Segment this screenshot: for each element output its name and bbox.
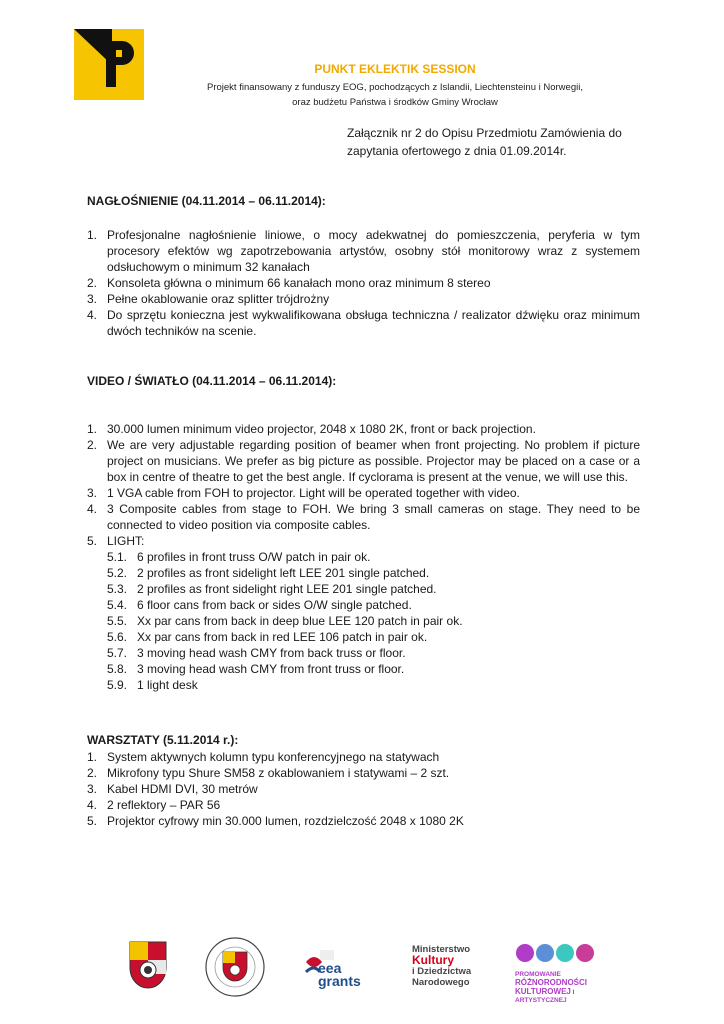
list-item: 4. Do sprzętu konieczna jest wykwalifikowana obsługa techniczna / realizator dźwięku oraz minimum dwóch techników na scenie. — [87, 308, 640, 338]
punkt-logo — [74, 29, 144, 100]
workshops-list-wrap — [87, 749, 640, 829]
promo-line-2: RÓŻNORODNOŚCI — [515, 978, 587, 987]
eea-text: eea — [318, 960, 342, 976]
ministry-line-4: Narodowego — [412, 977, 470, 988]
ministry-logo — [412, 944, 482, 994]
list-item: 3. Pełne okablowanie oraz splitter trójdrożny — [87, 292, 330, 306]
list-item: 5.6. Xx par cans from back in red LEE 106 patch in pair ok. — [107, 630, 428, 644]
list-item: 5. Projektor cyfrowy min 30.000 lumen, rozdzielczość 2048 x 1080 2K — [87, 814, 464, 828]
promo-icons — [515, 942, 597, 964]
grants-text: grants — [318, 973, 361, 989]
ministry-line-1: Ministerstwo — [412, 944, 471, 955]
list-item: 4. 3 Composite cables from stage to FOH. We bring 3 small cameras on stage. They need to be connected to video position via composite cables. — [87, 502, 640, 532]
video-heading: VIDEO / ŚWIATŁO (04.11.2014 – 06.11.2014): — [87, 374, 337, 388]
eea-grants-logo — [302, 944, 366, 994]
municipal-seal-icon — [203, 936, 267, 998]
list-item: 5.3. 2 profiles as front sidelight right LEE 201 single patched. — [107, 582, 437, 596]
list-item: 5.2. 2 profiles as front sidelight left LEE 201 single patched. — [107, 566, 430, 580]
list-item: 2. Konsoleta główna o minimum 66 kanałach mono oraz minimum 8 stereo — [87, 276, 491, 290]
list-item: 2. Mikrofony typu Shure SM58 z okablowaniem i statywami – 2 szt. — [87, 766, 450, 780]
list-item: 3. 1 VGA cable from FOH to projector. Light will be operated together with video. — [87, 486, 520, 500]
sound-list — [87, 227, 640, 339]
list-item: 5. LIGHT: 5.1. 6 profiles in front truss O/W patch in pair ok. 5.2. 2 profiles as front sidelight left LEE 201 single patched. 5.3. 2 profiles as front sidelight right LEE 201 single patched. 5.4. 6 floor cans from back or sides O/W single patched. 5.5. Xx par cans from back in deep blue LEE 120 patch in pair ok. 5.6. Xx par cans from back in red LEE 106 patch in pair ok. 5.7. 3 moving head wash CMY from back truss or floor. 5.8. 3 moving head wash CMY from front truss or floor. 5.9. 1 light desk — [87, 533, 640, 693]
header-title: PUNKT EKLEKTIK SESSION — [314, 62, 476, 76]
list-item: 5.5. Xx par cans from back in deep blue LEE 120 patch in pair ok. — [107, 614, 463, 628]
attachment-line-2: zapytania ofertowego z dnia 01.09.2014r. — [347, 144, 567, 158]
list-item: 5.9. 1 light desk — [107, 678, 198, 692]
header-subtitle-1: Projekt finansowany z funduszy EOG, pochodzących z Islandii, Liechtensteinu i Norwegii, — [207, 82, 583, 93]
ministry-line-3: i Dziedzictwa — [412, 966, 472, 977]
list-item: 5.1. 6 profiles in front truss O/W patch in pair ok. — [107, 550, 371, 564]
promo-line-4: I ARTYSTYCZNEJ — [515, 989, 575, 1004]
workshops-list — [87, 749, 640, 829]
sound-heading: NAGŁOŚNIENIE (04.11.2014 – 06.11.2014): — [87, 194, 326, 208]
promo-logo — [515, 942, 597, 1004]
header-subtitle-2: oraz budżetu Państwa i środków Gminy Wrocław — [292, 97, 498, 108]
list-item: 4. 2 reflektory – PAR 56 — [87, 798, 221, 812]
attachment-line-1: Załącznik nr 2 do Opisu Przedmiotu Zamówienia do — [347, 126, 622, 140]
list-item: 1. 30.000 lumen minimum video projector, 2048 x 1080 2K, front or back projection. — [87, 422, 536, 436]
list-item: 1. System aktywnych kolumn typu konferencyjnego na statywach — [87, 750, 440, 764]
wroclaw-coat-of-arms-icon — [128, 940, 168, 990]
promo-line-3: KULTUROWEJ — [515, 987, 571, 996]
workshops-heading: WARSZTATY (5.11.2014 r.): — [87, 733, 239, 747]
ministry-line-2: Kultury — [412, 953, 454, 967]
list-item: 3. Kabel HDMI DVI, 30 metrów — [87, 782, 258, 796]
list-item: 2. We are very adjustable regarding position of beamer when front projecting. No problem if picture project on musicians. We prefer as big picture as possible. Projector may be placed on a case or a box in centre of theatre to get the best angle. If cyclorama is present at the venue, we will use this. — [87, 438, 640, 484]
video-list-wrap — [87, 421, 640, 693]
sound-list-wrap — [87, 227, 640, 339]
list-item: 5.7. 3 moving head wash CMY from back truss or floor. — [107, 646, 406, 660]
promo-line-1: PROMOWANIE — [515, 971, 561, 978]
video-list — [87, 421, 640, 693]
list-item: 5.8. 3 moving head wash CMY from front truss or floor. — [107, 662, 405, 676]
list-item: 1. Profesjonalne nagłośnienie liniowe, o mocy adekwatnej do pomieszczenia, peryferia w tym procesory efektów wg zapotrzebowania artystów, osobny stół monitorowy wraz z systemem odsłuchowym o minimum 32 kanałach — [87, 228, 640, 274]
light-list — [107, 549, 640, 693]
list-item: 5.4. 6 floor cans from back or sides O/W single patched. — [107, 598, 412, 612]
